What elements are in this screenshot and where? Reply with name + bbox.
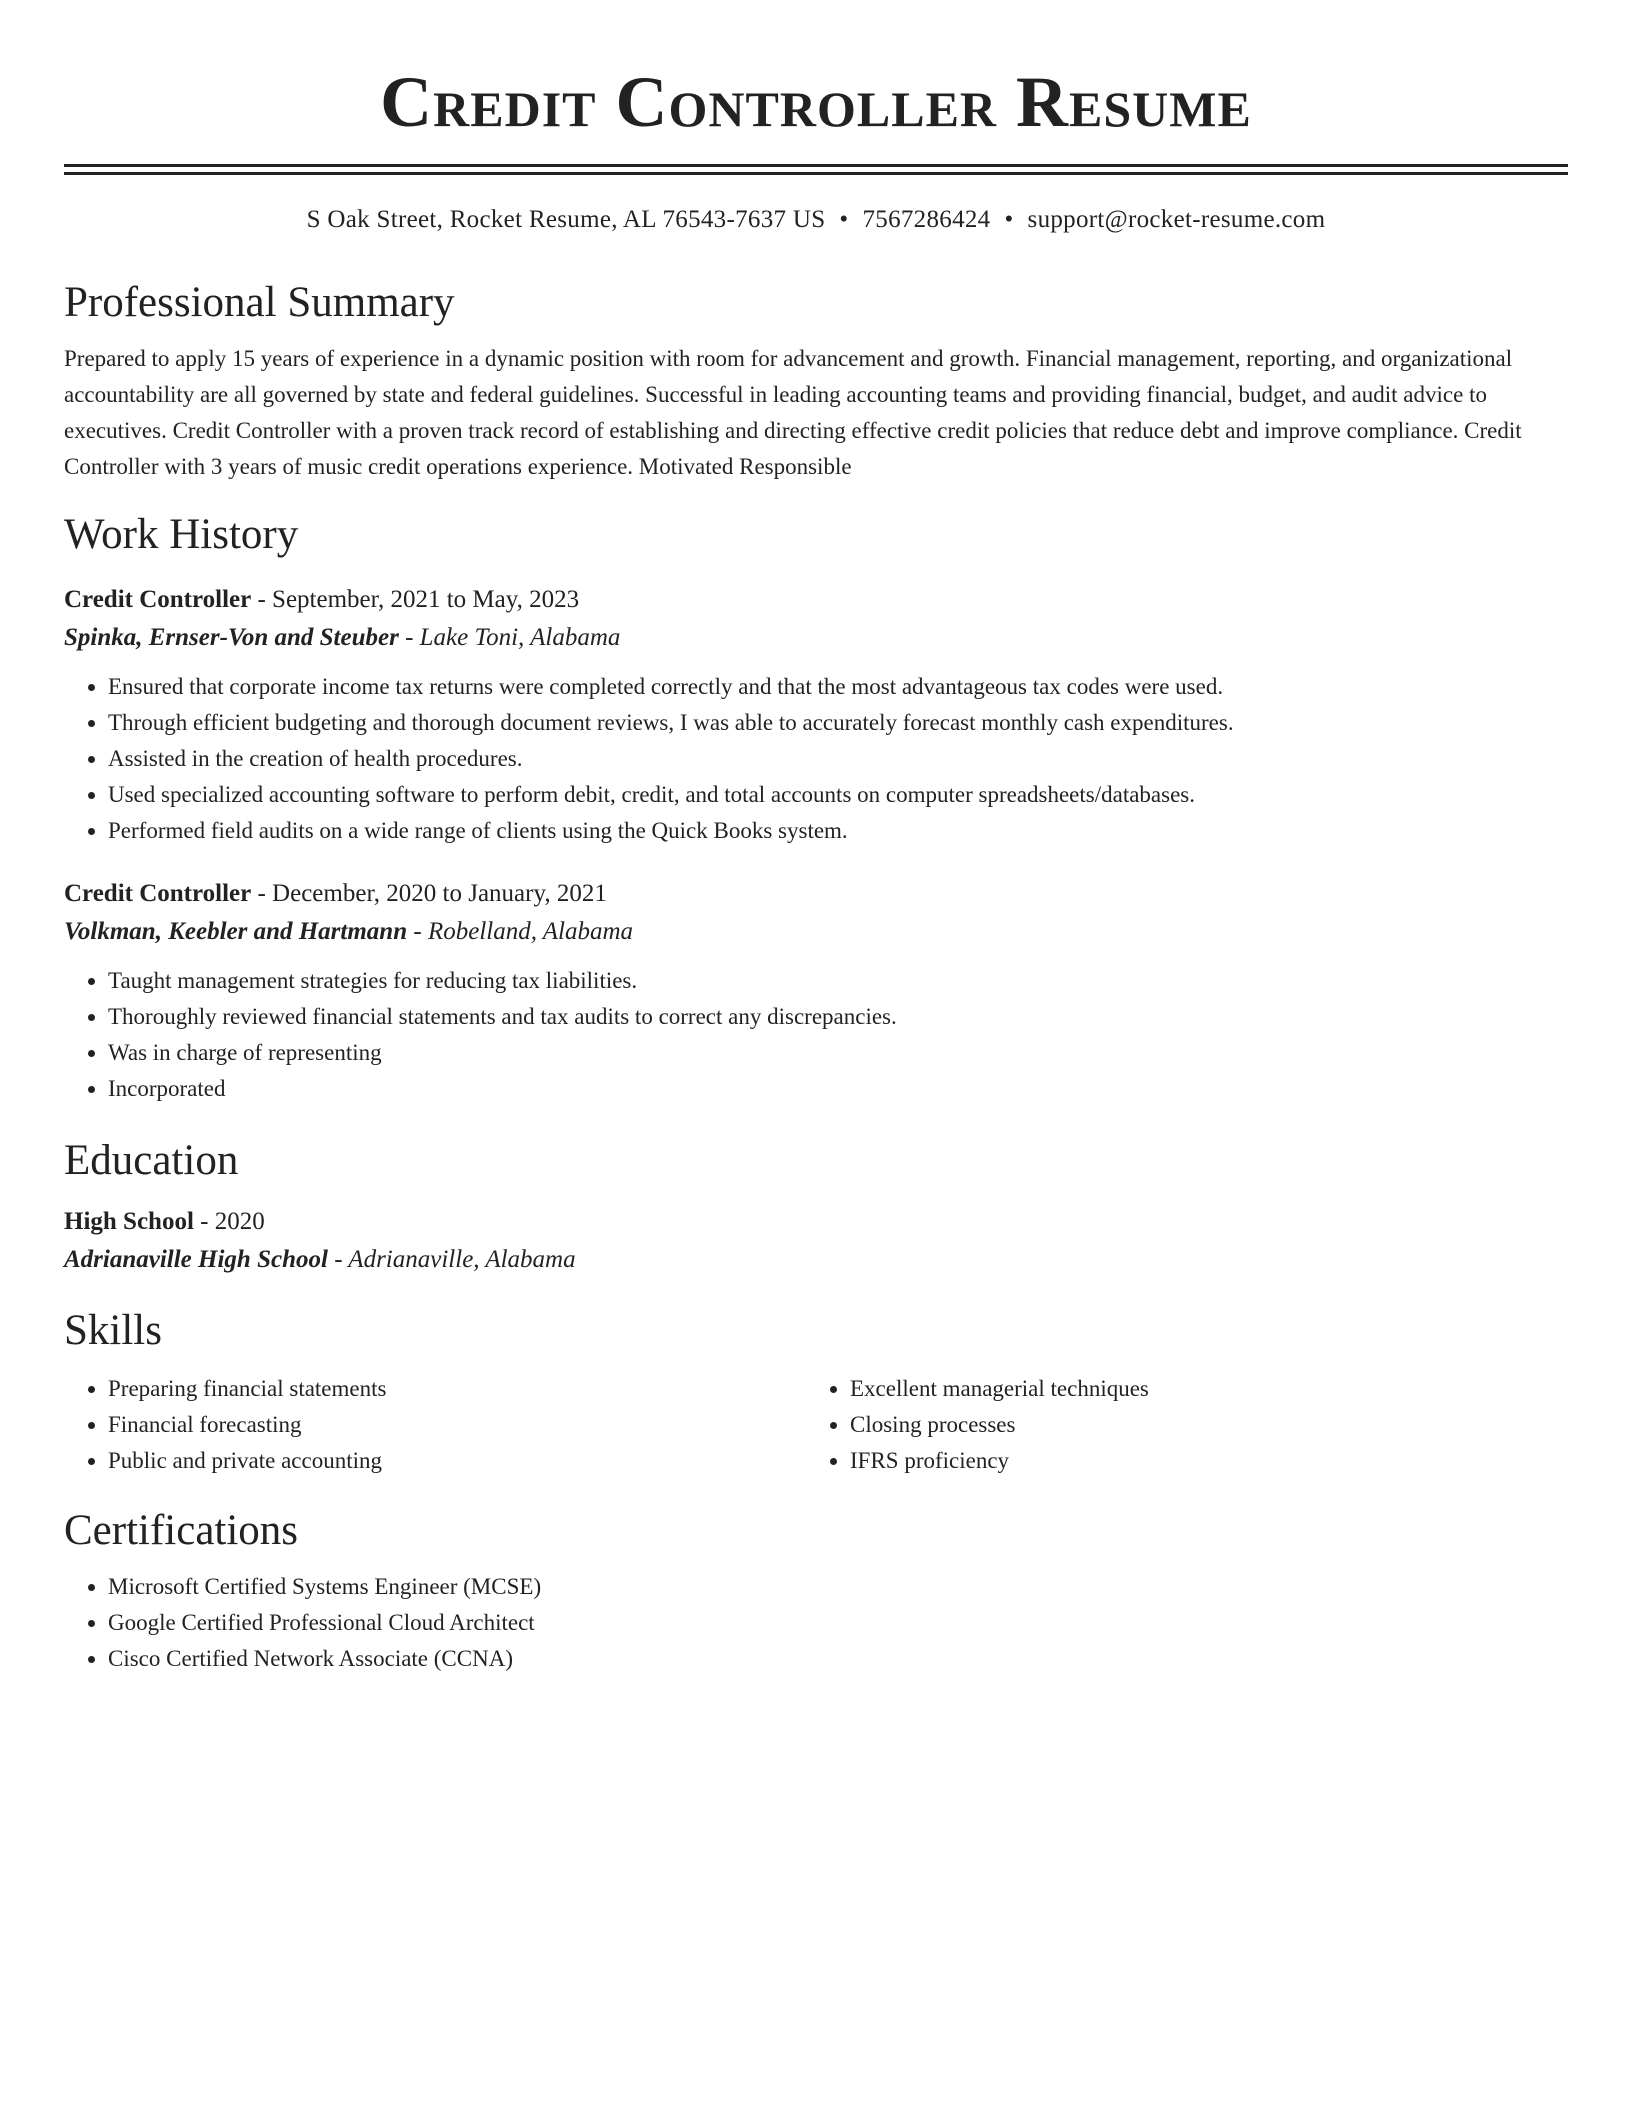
certification-item: • Google Certified Professional Cloud Architect	[108, 1605, 1568, 1641]
list-item: • Was in charge of representing	[108, 1035, 1568, 1071]
skills-heading: Skills	[64, 1307, 162, 1354]
work-history-heading: Work History	[64, 511, 299, 558]
education-school: Adrianaville High School	[64, 1246, 328, 1273]
job-title: Credit Controller	[64, 880, 252, 907]
list-item: • Thoroughly reviewed financial statements and tax audits to correct any discrepancies.	[108, 999, 1568, 1035]
job-company: Spinka, Ernser-Von and Steuber	[64, 624, 399, 651]
education-degree-line	[64, 1203, 1568, 1241]
job-title-line	[64, 581, 1568, 619]
title-divider-bottom	[64, 172, 1568, 175]
skill-item: • IFRS proficiency	[850, 1443, 1548, 1479]
list-item: • Assisted in the creation of health procedures.	[108, 741, 1568, 777]
skills-list-right	[806, 1371, 1548, 1479]
skill-item: • Closing processes	[850, 1407, 1548, 1443]
list-item: • Performed field audits on a wide range of clients using the Quick Books system.	[108, 813, 1568, 849]
education-entry	[64, 1203, 1568, 1279]
list-item: • Incorporated	[108, 1071, 1568, 1107]
job-entry	[64, 581, 1568, 849]
job-location: - Lake Toni, Alabama	[398, 624, 621, 651]
job-dates: - September, 2021 to May, 2023	[251, 586, 580, 613]
job-company-line	[64, 913, 1568, 951]
certifications-heading: Certifications	[64, 1507, 299, 1554]
job-location: - Robelland, Alabama	[407, 918, 634, 945]
title-divider-top	[64, 164, 1568, 167]
resume-title: Credit Controller Resume	[380, 62, 1252, 142]
resume-page	[64, 0, 1568, 1677]
job-bullets	[64, 669, 1568, 849]
list-item: • Through efficient budgeting and thorough document reviews, I was able to accurately forecast monthly cash expenditures.	[108, 705, 1568, 741]
contact-phone: 7567286424	[862, 206, 991, 233]
education-year: - 2020	[193, 1208, 265, 1235]
job-dates: - December, 2020 to January, 2021	[251, 880, 607, 907]
contact-separator: •	[839, 206, 849, 233]
contact-line	[64, 203, 1568, 237]
contact-address: S Oak Street, Rocket Resume, AL 76543-7637 US	[306, 206, 826, 233]
skill-item: • Excellent managerial techniques	[850, 1371, 1548, 1407]
skill-item: • Public and private accounting	[108, 1443, 806, 1479]
job-company: Volkman, Keebler and Hartmann	[64, 918, 408, 945]
skills-grid	[64, 1371, 1568, 1479]
summary-text: Prepared to apply 15 years of experience in a dynamic position with room for advancement and growth. Financial management, reporting, and organizational accountability are all governed by state and federal guidelines. Successful in leading accounting teams and providing financial, budget, and audit advice to executives. Credit Controller with a proven track record of establishing and directing effective credit policies that reduce debt and improve compliance. Credit Controller with 3 years of music credit operations experience. Motivated Responsible	[64, 346, 1522, 479]
job-entry	[64, 875, 1568, 1107]
education-location: - Adrianaville, Alabama	[327, 1246, 576, 1273]
skills-list-left	[64, 1371, 806, 1479]
summary-heading: Professional Summary	[64, 279, 455, 326]
skill-item: • Financial forecasting	[108, 1407, 806, 1443]
education-heading: Education	[64, 1137, 239, 1184]
job-company-line	[64, 619, 1568, 657]
job-bullets	[64, 963, 1568, 1107]
skill-item: • Preparing financial statements	[108, 1371, 806, 1407]
job-title: Credit Controller	[64, 586, 252, 613]
contact-separator: •	[1004, 206, 1014, 233]
list-item: • Ensured that corporate income tax returns were completed correctly and that the most advantageous tax codes were used.	[108, 669, 1568, 705]
list-item: • Used specialized accounting software to perform debit, credit, and total accounts on computer spreadsheets/databases.	[108, 777, 1568, 813]
list-item: • Taught management strategies for reducing tax liabilities.	[108, 963, 1568, 999]
job-title-line	[64, 875, 1568, 913]
certifications-list	[64, 1569, 1568, 1677]
education-school-line	[64, 1241, 1568, 1279]
certification-item: • Cisco Certified Network Associate (CCNA)	[108, 1641, 1568, 1677]
education-degree: High School	[64, 1208, 194, 1235]
certification-item: • Microsoft Certified Systems Engineer (MCSE)	[108, 1569, 1568, 1605]
contact-email: support@rocket-resume.com	[1027, 206, 1326, 233]
